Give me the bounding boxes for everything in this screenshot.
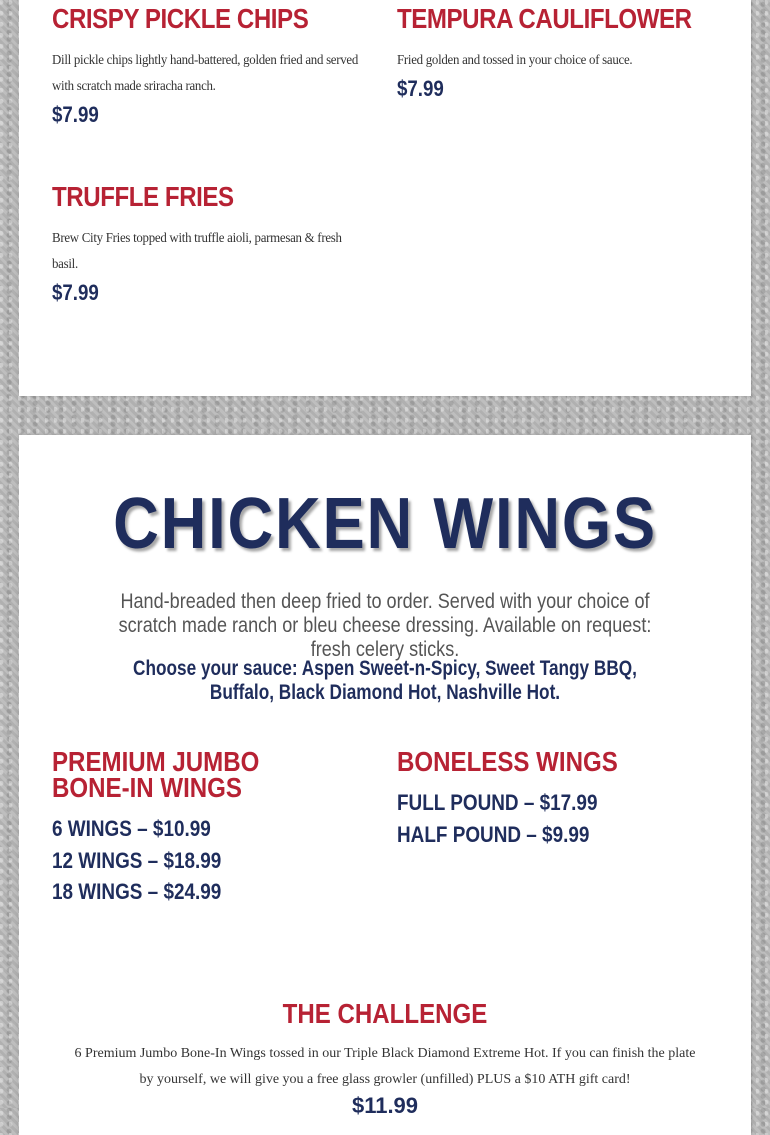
boneless-wings-title: BONELESS WINGS [397,746,618,777]
boneless-price-half: HALF POUND – $9.99 [397,822,590,847]
item-description-crispy-pickle-chips: Dill pickle chips lightly hand-battered, golden fried and served with scratch made sriracha ranch. [52,53,359,94]
sauce-options-text: Choose your sauce: Aspen Sweet-n-Spicy, Sweet Tangy BBQ, Buffalo, Black Diamond Hot, Nashville Hot. [133,657,637,704]
challenge-description: 6 Premium Jumbo Bone-In Wings tossed in our Triple Black Diamond Extreme Hot. If you can finish the plate by yourself, we will give you a free glass growler (unfilled) PLUS a $10 ATH gift card! [74,1046,696,1087]
wings-intro-text: Hand-breaded then deep fried to order. Served with your choice of scratch made ranch or bleu cheese dressing. Available on request: fresh celery sticks. [118,590,652,661]
challenge-price: $11.99 [351,1093,419,1118]
item-description-tempura-cauliflower: Fried golden and tossed in your choice of sauce. [397,53,633,68]
item-title-tempura-cauliflower: TEMPURA CAULIFLOWER [397,3,692,34]
section-title-chicken-wings [0,483,770,565]
challenge-title [0,998,770,1030]
item-description-truffle-fries: Brew City Fries topped with truffle aioli, parmesan & fresh basil. [52,231,342,272]
bone-in-price-18: 18 WINGS – $24.99 [52,879,222,904]
bone-in-wings-title: PREMIUM JUMBO BONE-IN WINGS [52,746,260,803]
item-price-truffle-fries: $7.99 [52,280,99,305]
boneless-price-full: FULL POUND – $17.99 [397,790,598,815]
item-title-truffle-fries: TRUFFLE FRIES [52,181,234,212]
section-title-text: CHICKEN WINGS [113,484,657,564]
bone-in-price-6: 6 WINGS – $10.99 [52,816,211,841]
challenge-title-text: THE CHALLENGE [282,998,488,1029]
bone-in-price-12: 12 WINGS – $18.99 [52,848,222,873]
item-price-tempura-cauliflower: $7.99 [397,76,444,101]
sauce-options [44,657,726,705]
item-title-crispy-pickle-chips: CRISPY PICKLE CHIPS [52,3,309,34]
wings-intro [52,590,718,662]
item-price-crispy-pickle-chips: $7.99 [52,102,99,127]
